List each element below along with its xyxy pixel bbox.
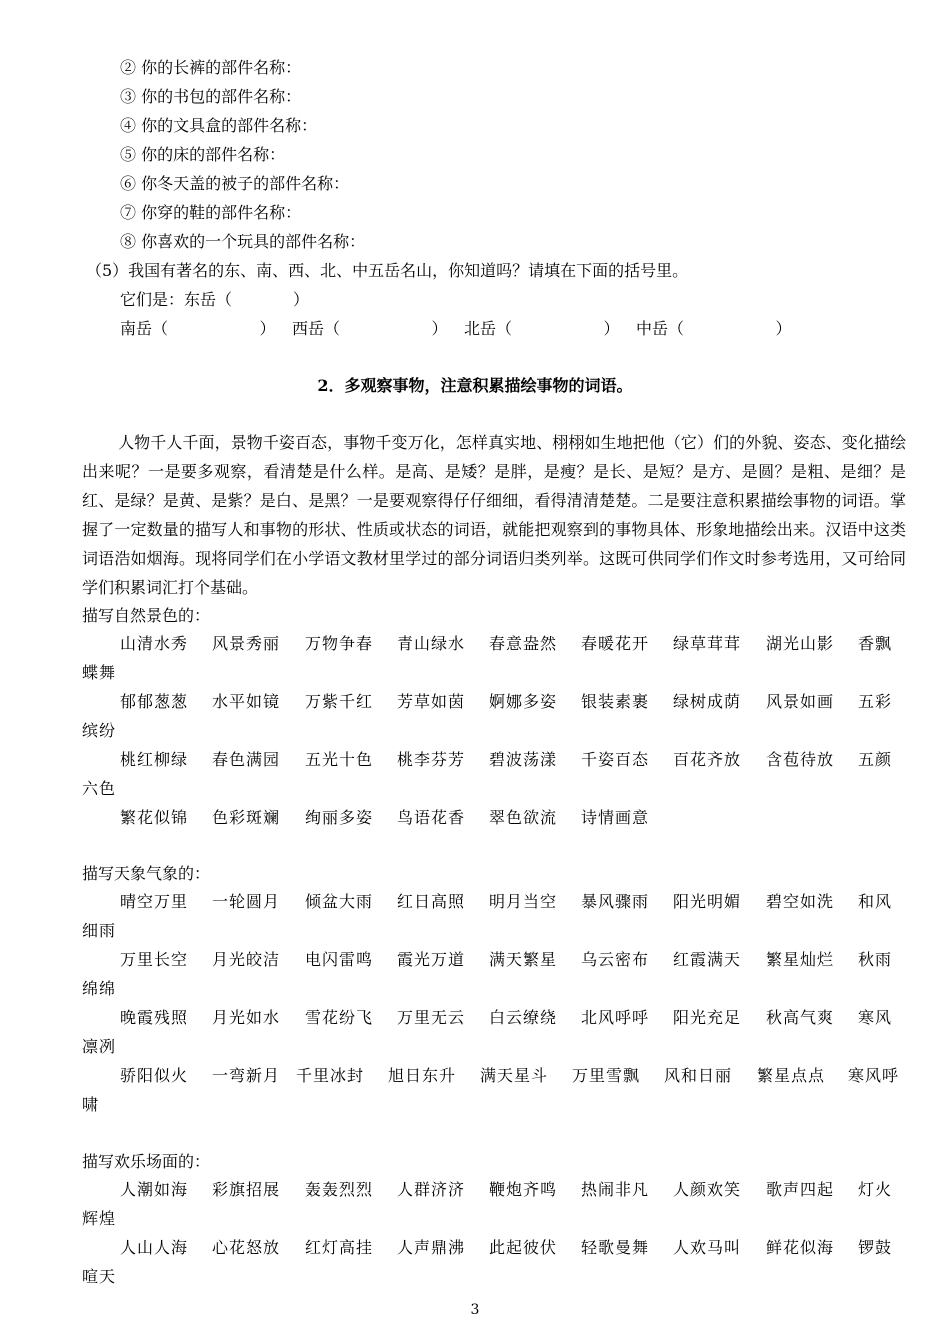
word-row: [82, 808, 912, 866]
word: 桃红柳绿: [120, 750, 189, 769]
word: 芳草如茵: [397, 692, 466, 711]
list-item: ⑧ 你喜欢的一个玩具的部件名称：: [120, 232, 366, 251]
word: 碧波荡漾: [489, 750, 558, 769]
intro-paragraph: [82, 428, 906, 602]
word: 五光十色: [305, 750, 374, 769]
word: 阳光明媚: [673, 892, 742, 911]
q5-south-blank: 南岳（ ）: [120, 319, 276, 338]
word: 骄阳似火: [120, 1066, 189, 1085]
word: 绚丽多姿: [305, 808, 374, 827]
word-row: [82, 892, 912, 950]
word: 春暖花开: [581, 634, 650, 653]
word: 秋高气爽: [766, 1008, 835, 1027]
word: 风和日丽: [664, 1066, 733, 1085]
word: 碧空如洗: [766, 892, 835, 911]
word: 千姿百态: [581, 750, 650, 769]
word-continuation: 细雨: [82, 921, 117, 940]
word: 晴空万里: [120, 892, 189, 911]
word-row: [82, 1238, 912, 1296]
word-row: [82, 1180, 912, 1238]
q5-west-blank: 西岳（ ）: [292, 319, 448, 338]
word: 一弯新月: [212, 1066, 281, 1085]
word: 满天星斗: [480, 1066, 549, 1085]
word: 电闪雷鸣: [305, 950, 374, 969]
page-number: 3: [470, 1302, 480, 1318]
word: 桃李芬芳: [397, 750, 466, 769]
word: 诗情画意: [581, 808, 650, 827]
word: 和风: [858, 892, 893, 911]
word-continuation: 绵绵: [82, 979, 117, 998]
q5-center-blank: 中岳（ ）: [636, 319, 792, 338]
word: 歌声四起: [766, 1180, 835, 1199]
word: 绿树成荫: [673, 692, 742, 711]
word: 人声鼎沸: [397, 1238, 466, 1257]
word: 繁星灿烂: [766, 950, 835, 969]
q5-north-blank: 北岳（ ）: [464, 319, 620, 338]
word: 月光皎洁: [212, 950, 281, 969]
category-title: 描写自然景色的：: [82, 606, 211, 625]
word: 霞光万道: [397, 950, 466, 969]
word-row: [82, 950, 912, 1008]
word: 灯火: [858, 1180, 893, 1199]
word: 春意盎然: [489, 634, 558, 653]
word: 白云缭绕: [489, 1008, 558, 1027]
word-continuation: 缤纷: [82, 721, 117, 740]
word: 五彩: [858, 692, 893, 711]
word: 风景如画: [766, 692, 835, 711]
word: 红灯高挂: [305, 1238, 374, 1257]
list-item: ⑥ 你冬天盖的被子的部件名称：: [120, 174, 350, 193]
category-title: 描写天象气象的：: [82, 864, 211, 883]
word-continuation: 啸: [82, 1095, 100, 1114]
word: 秋雨: [858, 950, 893, 969]
section-heading: 2．多观察事物，注意积累描绘事物的词语。: [317, 376, 633, 395]
word: 雪花纷飞: [305, 1008, 374, 1027]
word: 水平如镜: [212, 692, 281, 711]
word: 青山绿水: [397, 634, 466, 653]
word: 寒风呼: [848, 1066, 900, 1085]
word: 北风呼呼: [581, 1008, 650, 1027]
word: 万物争春: [305, 634, 374, 653]
category-title: 描写欢乐场面的：: [82, 1152, 211, 1171]
word: 旭日东升: [388, 1066, 457, 1085]
word: 万里雪飘: [572, 1066, 641, 1085]
intro-paragraph-text: 人物千人千面，景物千姿百态，事物千变万化，怎样真实地、栩栩如生地把他（它）们的外貌、姿态、变化描绘出来呢？一是要多观察，看清楚是什么样。是高、是矮？是胖，是瘦？是长、是短？是方、是圆？是粗、是细？是红、是绿？是黄、是紫？是白、是黑？一是要观察得仔仔细细，看得清清楚楚。二是要注意积累描绘事物的词语。掌握了一定数量的描写人和事物的形状、性质或状态的词语，就能把观察到的事物具体、形象地描绘出来。汉语中这类词语浩如烟海。现将同学们在小学语文教材里学过的部分词语归类列举。这既可供同学们作文时参考选用，又可给同学们积累词汇打个基础。: [82, 433, 906, 597]
word: 明月当空: [489, 892, 558, 911]
word: 婀娜多姿: [489, 692, 558, 711]
word: 万里长空: [120, 950, 189, 969]
word: 湖光山影: [766, 634, 835, 653]
word: 绿草茸茸: [673, 634, 742, 653]
word: 银装素裹: [581, 692, 650, 711]
word-row: [82, 750, 912, 808]
word: 满天繁星: [489, 950, 558, 969]
word: 春色满园: [212, 750, 281, 769]
word: 阳光充足: [673, 1008, 742, 1027]
word-continuation: 辉煌: [82, 1209, 117, 1228]
word: 热闹非凡: [581, 1180, 650, 1199]
word: 香飘: [858, 634, 893, 653]
word-continuation: 六色: [82, 779, 117, 798]
word: 人山人海: [120, 1238, 189, 1257]
word: 鲜花似海: [766, 1238, 835, 1257]
word: 一轮圆月: [212, 892, 281, 911]
word: 暴风骤雨: [581, 892, 650, 911]
word: 郁郁葱葱: [120, 692, 189, 711]
list-item: ③ 你的书包的部件名称：: [120, 87, 302, 106]
word: 寒风: [858, 1008, 893, 1027]
word: 万紫千红: [305, 692, 374, 711]
word: 五颜: [858, 750, 893, 769]
word-row: [82, 1066, 912, 1124]
word: 红日高照: [397, 892, 466, 911]
word: 人群济济: [397, 1180, 466, 1199]
list-item: ⑤ 你的床的部件名称：: [120, 145, 286, 164]
word: 翠色欲流: [489, 808, 558, 827]
word: 含苞待放: [766, 750, 835, 769]
word: 轻歌曼舞: [581, 1238, 650, 1257]
word: 鞭炮齐鸣: [489, 1180, 558, 1199]
word: 乌云密布: [581, 950, 650, 969]
word-continuation: 蝶舞: [82, 663, 117, 682]
word: 百花齐放: [673, 750, 742, 769]
word: 色彩斑斓: [212, 808, 281, 827]
word: 万里无云: [397, 1008, 466, 1027]
word: 心花怒放: [212, 1238, 281, 1257]
list-item: ② 你的长裤的部件名称：: [120, 58, 302, 77]
list-item: ⑦ 你穿的鞋的部件名称：: [120, 203, 302, 222]
word: 繁星点点: [757, 1066, 826, 1085]
q5-east-blank: 它们是：东岳（ ）: [120, 290, 310, 309]
word-row: [82, 634, 912, 692]
word-continuation: 喧天: [82, 1267, 117, 1286]
word: 倾盆大雨: [305, 892, 374, 911]
word: 风景秀丽: [212, 634, 281, 653]
list-item: ④ 你的文具盒的部件名称：: [120, 116, 318, 135]
word: 千里冰封: [296, 1066, 365, 1085]
word: 轰轰烈烈: [305, 1180, 374, 1199]
word: 繁花似锦: [120, 808, 189, 827]
word: 红霞满天: [673, 950, 742, 969]
word: 彩旗招展: [212, 1180, 281, 1199]
word-continuation: 凛冽: [82, 1037, 117, 1056]
question-5: （5）我国有著名的东、南、西、北、中五岳名山，你知道吗？请填在下面的括号里。: [86, 261, 689, 280]
word: 晚霞残照: [120, 1008, 189, 1027]
word-row: [82, 692, 912, 750]
word: 人欢马叫: [673, 1238, 742, 1257]
word: 人颜欢笑: [673, 1180, 742, 1199]
word: 此起彼伏: [489, 1238, 558, 1257]
word-row: [82, 1008, 912, 1066]
word: 鸟语花香: [397, 808, 466, 827]
word: 月光如水: [212, 1008, 281, 1027]
word: 山清水秀: [120, 634, 189, 653]
word: 锣鼓: [858, 1238, 893, 1257]
word: 人潮如海: [120, 1180, 189, 1199]
